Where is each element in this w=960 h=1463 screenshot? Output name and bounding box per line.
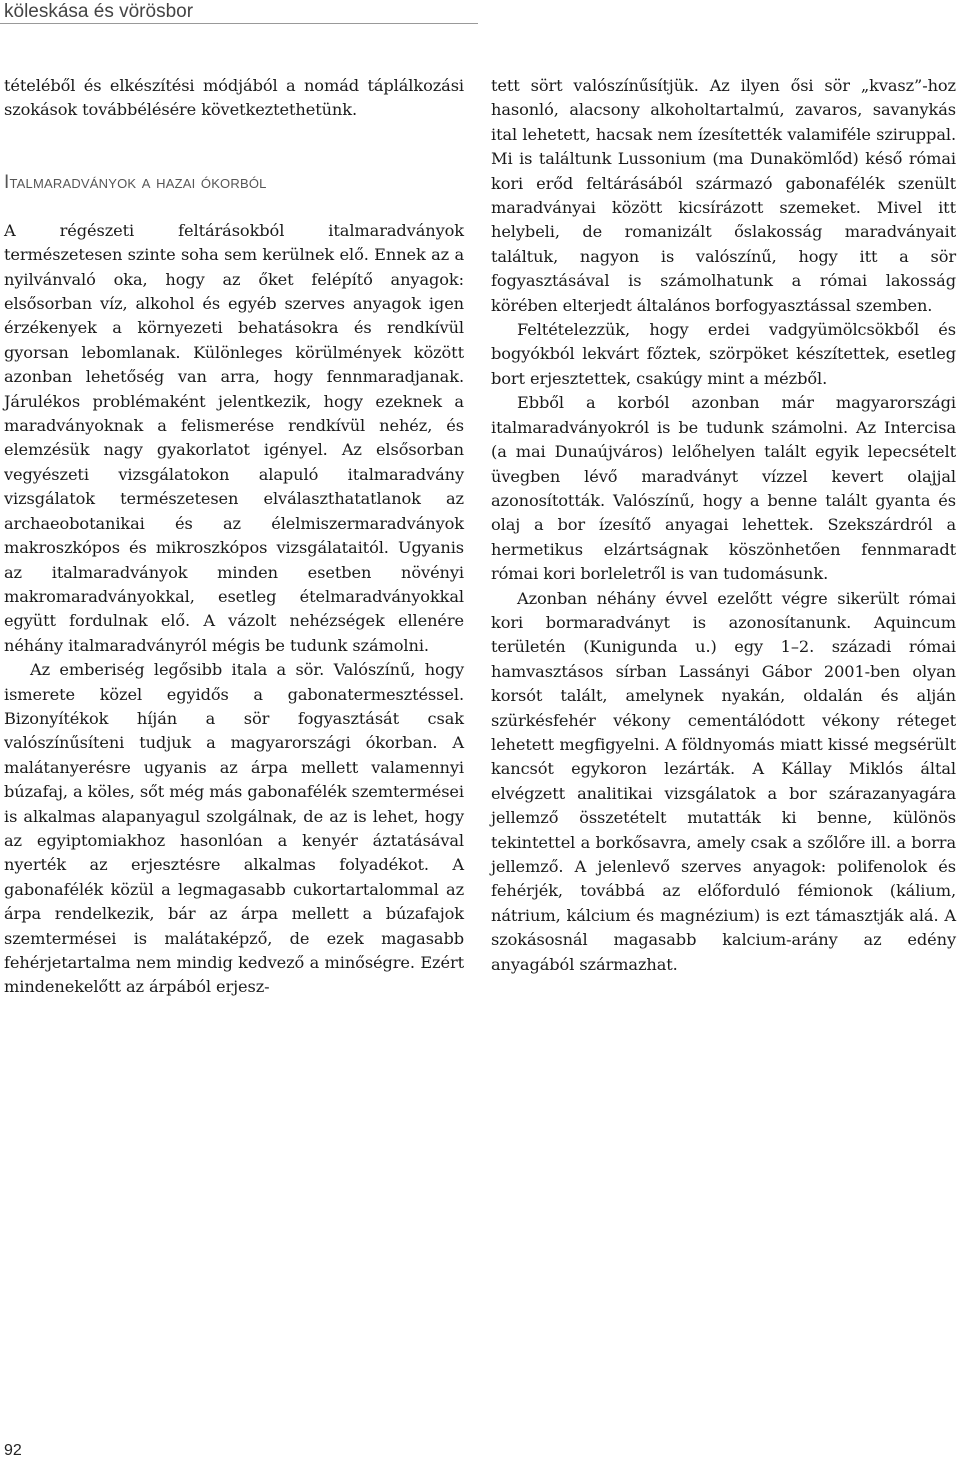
intro-paragraph: tételéből és elkészítési módjából a nomád táplálkozási szokások továbbélésére következtethetünk. (4, 76, 464, 120)
body-paragraph: Az emberiség legősibb itala a sör. Valószínű, hogy ismerete közel egyidős a gabonatermesztéssel. Bizonyítékok híján a sör fogyasztását csak valószínűsíteni tudjuk a magyarországi ókorban. A malátanyerésre ugyanis az árpa mellett valamennyi búzafaj, a köles, sőt még más gabonafélék szemtermései is alkalmas alapanyagul szolgálnak, de az is lehet, hogy az egyiptomiakhoz hasonlóan a kenyér áztatásával nyerték az erjesztésre alkalmas folyadékot. A gabonafélék közül a legmagasabb cukortartalommal az árpa rendelkezik, bár az árpa mellett a búzafajok szemtermései is malátaképző, de ezek magasabb fehérjetartalma nem mindig kedvező a minőségre. Ezért mindenekelőtt az árpából erjesz- (4, 660, 464, 997)
section-heading: Italmaradványok a hazai ókorból (4, 171, 267, 193)
left-column (4, 74, 464, 1000)
page-number: 92 (4, 1442, 22, 1459)
body-paragraph: Ebből a korból azonban már magyarországi italmaradványokról is be tudunk számolni. Az Intercisa (a mai Dunaújváros) lelőhelyen talált egyik lepecsételt üvegben lévő maradványt vízzel kevert olajjal azonosították. Valószínű, hogy a benne talált gyanta és olaj a bor ízesítő anyagai lehettek. Szekszárdról a hermetikus elzártságnak köszönhetően fennmaradt római kori borleletről is van tudomásunk. (491, 393, 956, 584)
body-paragraph: Azonban néhány évvel ezelőtt végre sikerült római kori bormaradványt is azonosítanunk. Aquincum területén (Kunigunda u.) egy 1–2. századi római hamvasztásos sírban Lassányi Gábor 2001-ben olyan korsót talált, amelynek nyakán, oldalán és alján szürkésfehér vékony cementálódott vékony réteget lehetett megfigyelni. A földnyomás miatt kissé megsérült kancsót egykoron lezárták. A Kállay Miklós által elvégzett analitikai vizsgálatok a bor szárazanyagára jellemző összetételt mutatták ki benne, különös tekintettel a borkősavra, amely csak a szőlőre ill. a borra jellemző. A jelenlevő szerves anyagok: polifenolok és fehérjék, továbbá az előforduló fémionok (kálium, nátrium, kálcium és magnézium) is ezt támasztják alá. A szokásosnál magasabb kalcium-arány az edény anyagából származhat. (491, 588, 956, 974)
body-paragraph: Feltételezzük, hogy erdei vadgyümölcsökből és bogyókból lekvárt főztek, szörpöket készítettek, esetleg bort erjesztettek, csakúgy mint a mézből. (491, 320, 956, 388)
right-column (491, 74, 956, 977)
body-paragraph: tett sört valószínűsítjük. Az ilyen ősi sör „kvasz”-hoz hasonló, alacsony alkoholtartalmú, zavaros, savanykás ital lehetett, hacsak nem ízesítették valamiféle sziruppal. Mi is találtunk Lussonium (ma Dunakömlőd) késő római kori erőd feltárásából származó gabonafélék szenült maradványai között kicsírázott szemeket. Mivel itt helybeli, de romanizált őslakosság maradványait találtuk, nagyon is valószínű, hogy itt a sör fogyasztásával is számolhatunk a római lakosság körében elterjedt általános borfogyasztással szemben. (491, 76, 956, 315)
running-head: köleskása és vörösbor (0, 0, 478, 24)
body-paragraph: A régészeti feltárásokból italmaradványok természetesen szinte soha sem kerülnek elő. Ennek az a nyilvánvaló oka, hogy az őket felépítő anyagok: elsősorban víz, alkohol és egyéb szerves anyagok igen érzékenyek a környezeti behatásokra és rendkívül gyorsan lebomlanak. Különleges körülmények között azonban lehetőség van arra, hogy fennmaradjanak. Járulékos problémaként jelentkezik, hogy ezeknek a maradványoknak a felismerése rendkívül nehéz, és elemzésük nagy gyakorlatot igényel. Az elsősorban vegyészeti vizsgálatokon alapuló italmaradvány vizsgálatok természetesen elválaszthatatlanok az archaeobotanikai és az élelmiszermaradványok makroszkópos és mikroszkópos vizsgálataitól. Ugyanis az italmaradványok minden esetben növényi makromaradványokkal, esetleg ételmaradványokkal együtt fordulnak elő. A vázolt nehézségek ellenére néhány italmaradványról mégis be tudunk számolni. (4, 220, 464, 655)
